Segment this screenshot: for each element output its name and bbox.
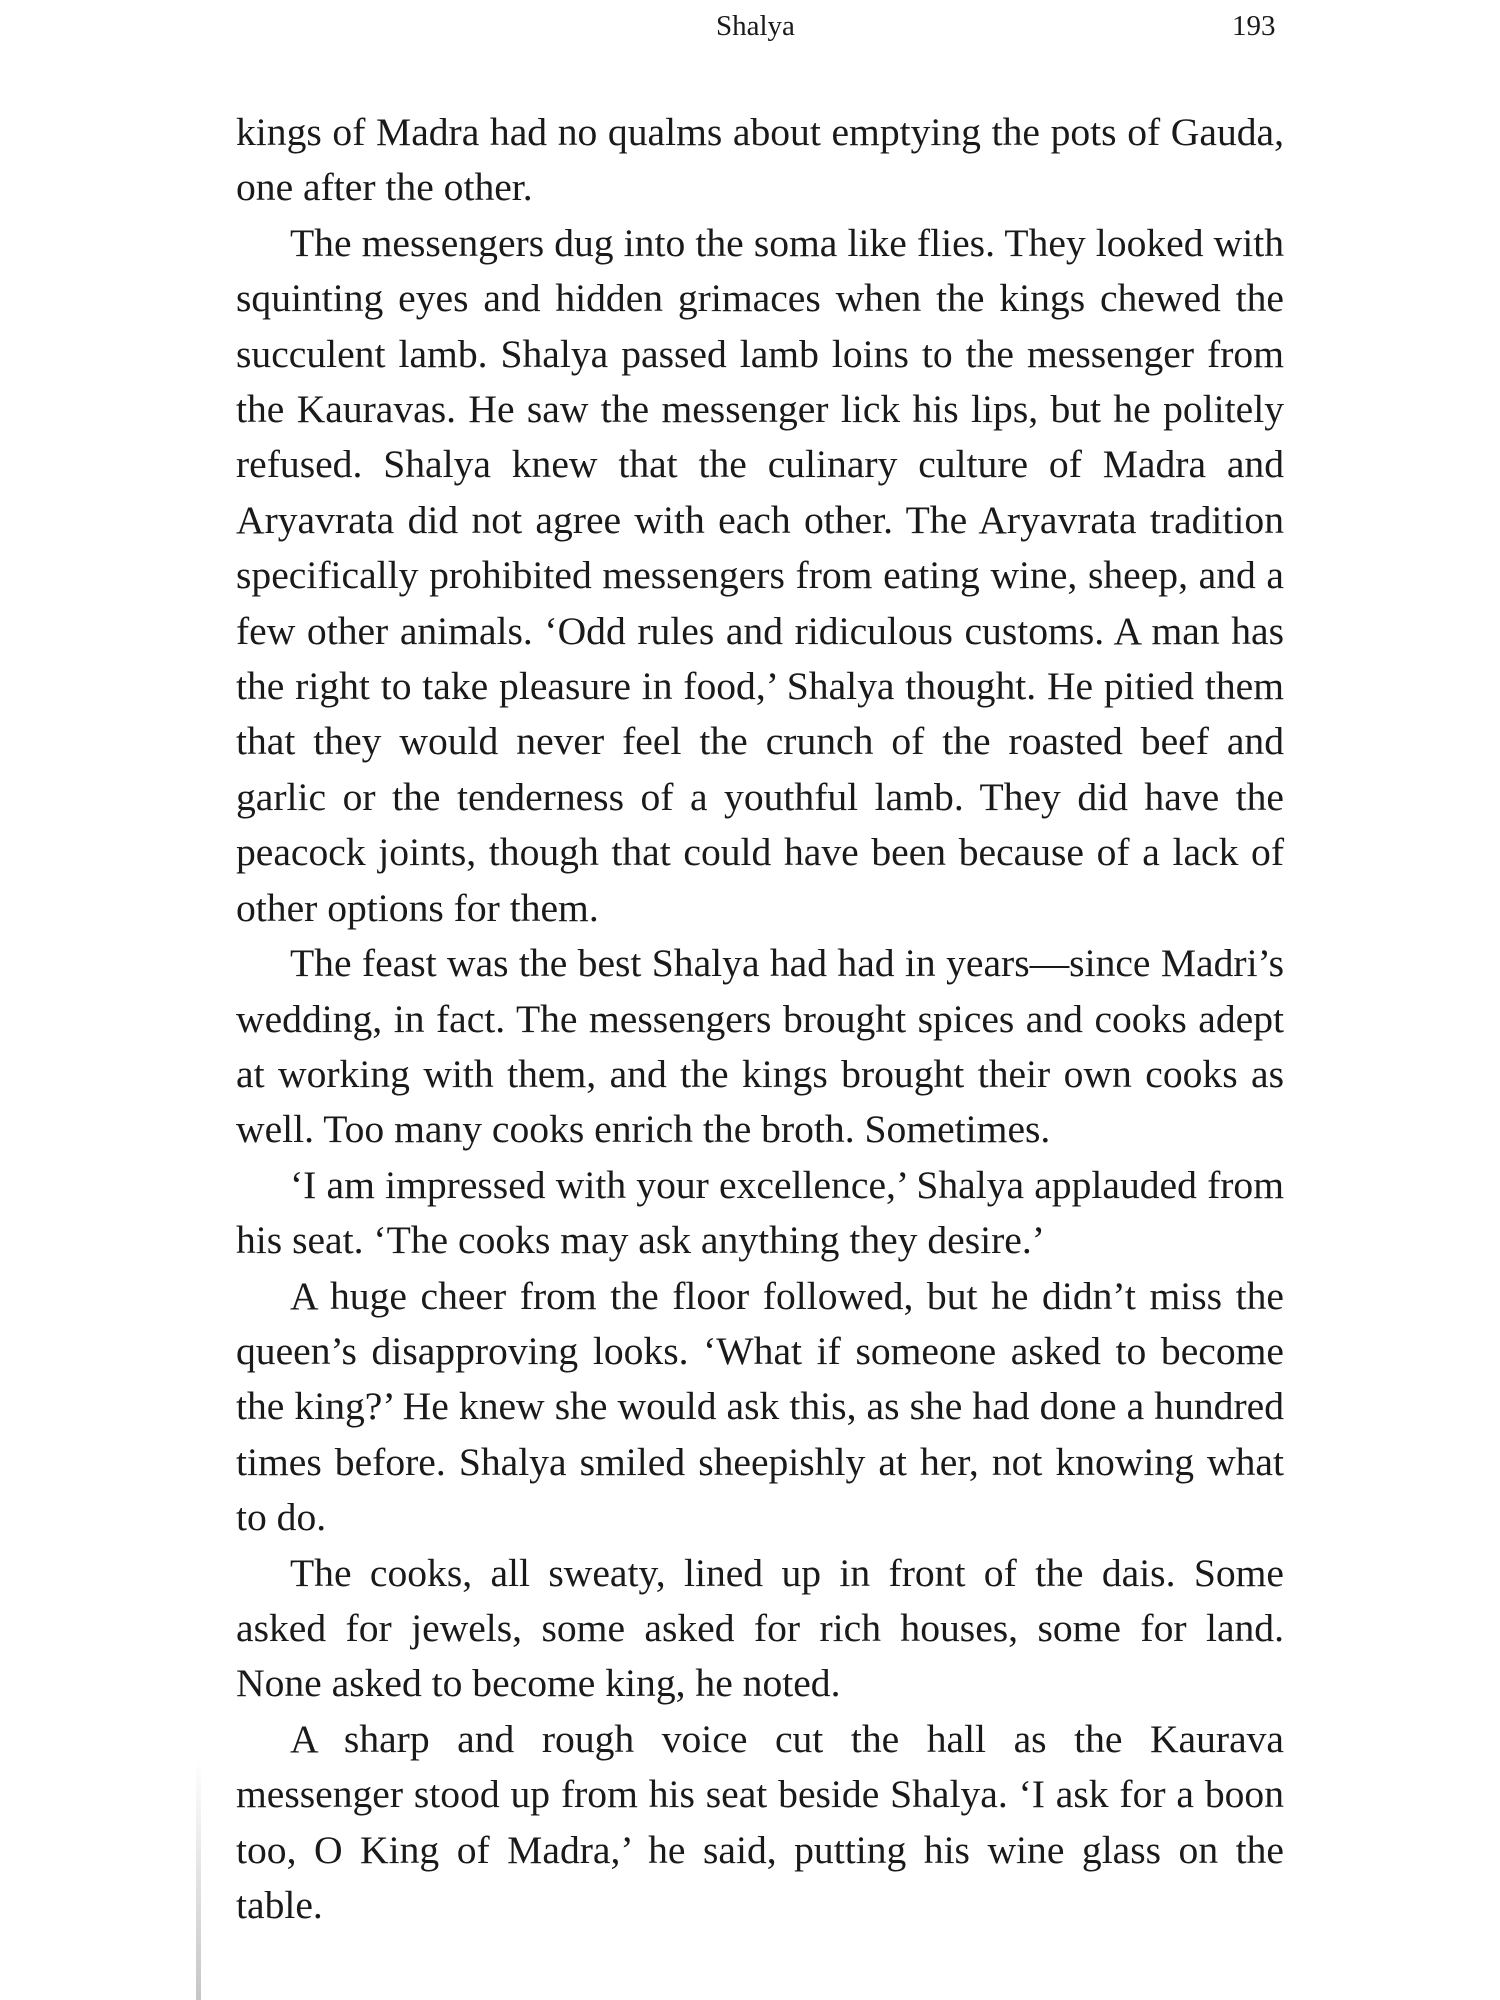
- paragraph-4: ‘I am impressed with your excellence,’ Shalya applauded from his seat. ‘The cooks may ask anything they desire.’: [236, 1162, 1284, 1263]
- running-head-title: Shalya: [716, 10, 795, 42]
- paragraph-1: kings of Madra had no qualms about emptying the pots of Gauda, one after the other.: [236, 110, 1284, 210]
- body-text: [236, 105, 1284, 1933]
- running-head: [0, 8, 1500, 48]
- paragraph-7: A sharp and rough voice cut the hall as the Kaurava messenger stood up from his seat beside Shalya. ‘I ask for a boon too, O King of Madra,’ he said, putting his wine glass on the table.: [236, 1716, 1284, 1927]
- page-edge-shadow: [196, 1760, 201, 2000]
- paragraph-3: The feast was the best Shalya had had in years—since Madri’s wedding, in fact. The messengers brought spices and cooks adept at working with them, and the kings brought their own cooks as well. Too many cooks enrich the broth. Sometimes.: [236, 941, 1284, 1152]
- paragraph-2: The messengers dug into the soma like flies. They looked with squinting eyes and hidden grimaces when the kings chewed the succulent lamb. Shalya passed lamb loins to the messenger from the Kauravas. He saw the messenger lick his lips, but he politely refused. Shalya knew that the culinary culture of Madra and Aryavrata did not agree with each other. The Aryavrata tradition specifically prohibited messengers from eating wine, sheep, and a few other animals. ‘Odd rules and ridiculous customs. A man has the right to take pleasure in food,’ Shalya thought. He pitied them that they would never feel the crunch of the roasted beef and garlic or the tenderness of a youthful lamb. They did have the peacock joints, though that could have been because of a lack of other options for them.: [236, 220, 1284, 930]
- page-number: 193: [1232, 10, 1276, 42]
- paragraph-5: A huge cheer from the floor followed, but he didn’t miss the queen’s disapproving looks. ‘What if someone asked to become the king?’ He knew she would ask this, as she had done a hundred times before. Shalya smiled sheepishly at her, not knowing what to do.: [236, 1273, 1284, 1540]
- paragraph-6: The cooks, all sweaty, lined up in front of the dais. Some asked for jewels, some asked for rich houses, some for land. None asked to become king, he noted.: [236, 1550, 1284, 1706]
